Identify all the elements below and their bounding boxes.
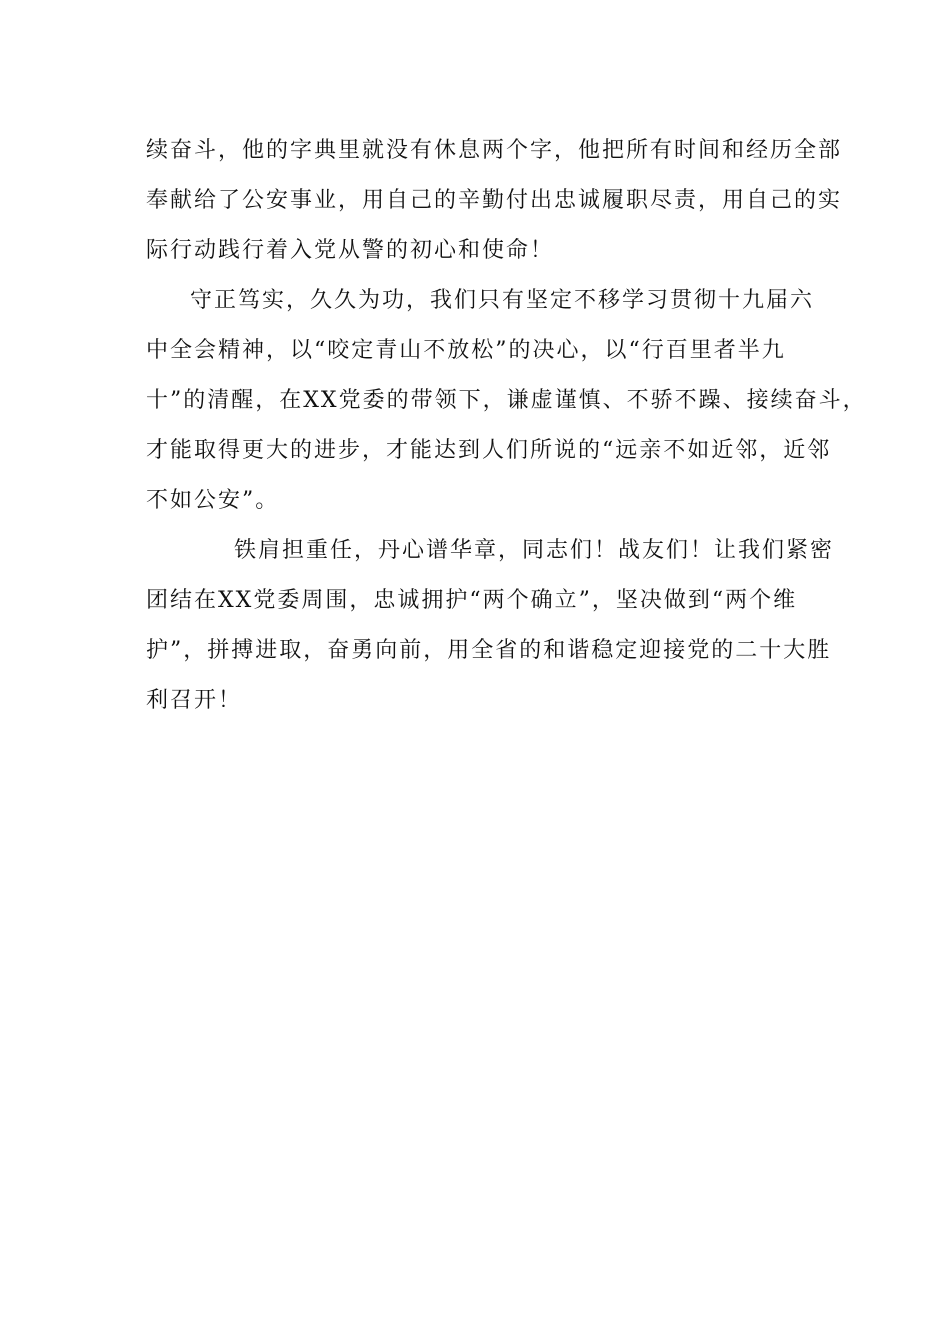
paragraph-line: 中全会精神，以“咬定青山不放松”的决心，以“行百里者半九 [146, 338, 786, 363]
paragraph-line: 利召开！ [146, 688, 243, 713]
paragraph-line: 团结在XX党委周围，忠诚拥护“两个确立”，坚决做到“两个维 [146, 588, 798, 613]
paragraph-line: 奉献给了公安事业，用自己的辛勤付出忠诚履职尽责，用自己的实 [146, 188, 843, 213]
paragraph-line: 十”的清醒，在XX党委的带领下，谦虚谨慎、不骄不躁、接续奋斗， [146, 388, 867, 413]
paragraph-line: 际行动践行着入党从警的初心和使命！ [146, 238, 555, 263]
paragraph-line: 守正笃实，久久为功，我们只有坚定不移学习贯彻十九届六 [190, 288, 815, 313]
paragraph-line: 铁肩担重任，丹心谱华章，同志们！战友们！让我们紧密 [234, 538, 835, 563]
paragraph-line: 才能取得更大的进步，才能达到人们所说的“远亲不如近邻，近邻 [146, 438, 832, 463]
paragraph-line: 不如公安”。 [146, 488, 280, 513]
paragraph-line: 护”，拼搏进取，奋勇向前，用全省的和谐稳定迎接党的二十大胜 [146, 638, 832, 663]
paragraph-line: 续奋斗，他的字典里就没有休息两个字，他把所有时间和经历全部 [146, 138, 843, 163]
